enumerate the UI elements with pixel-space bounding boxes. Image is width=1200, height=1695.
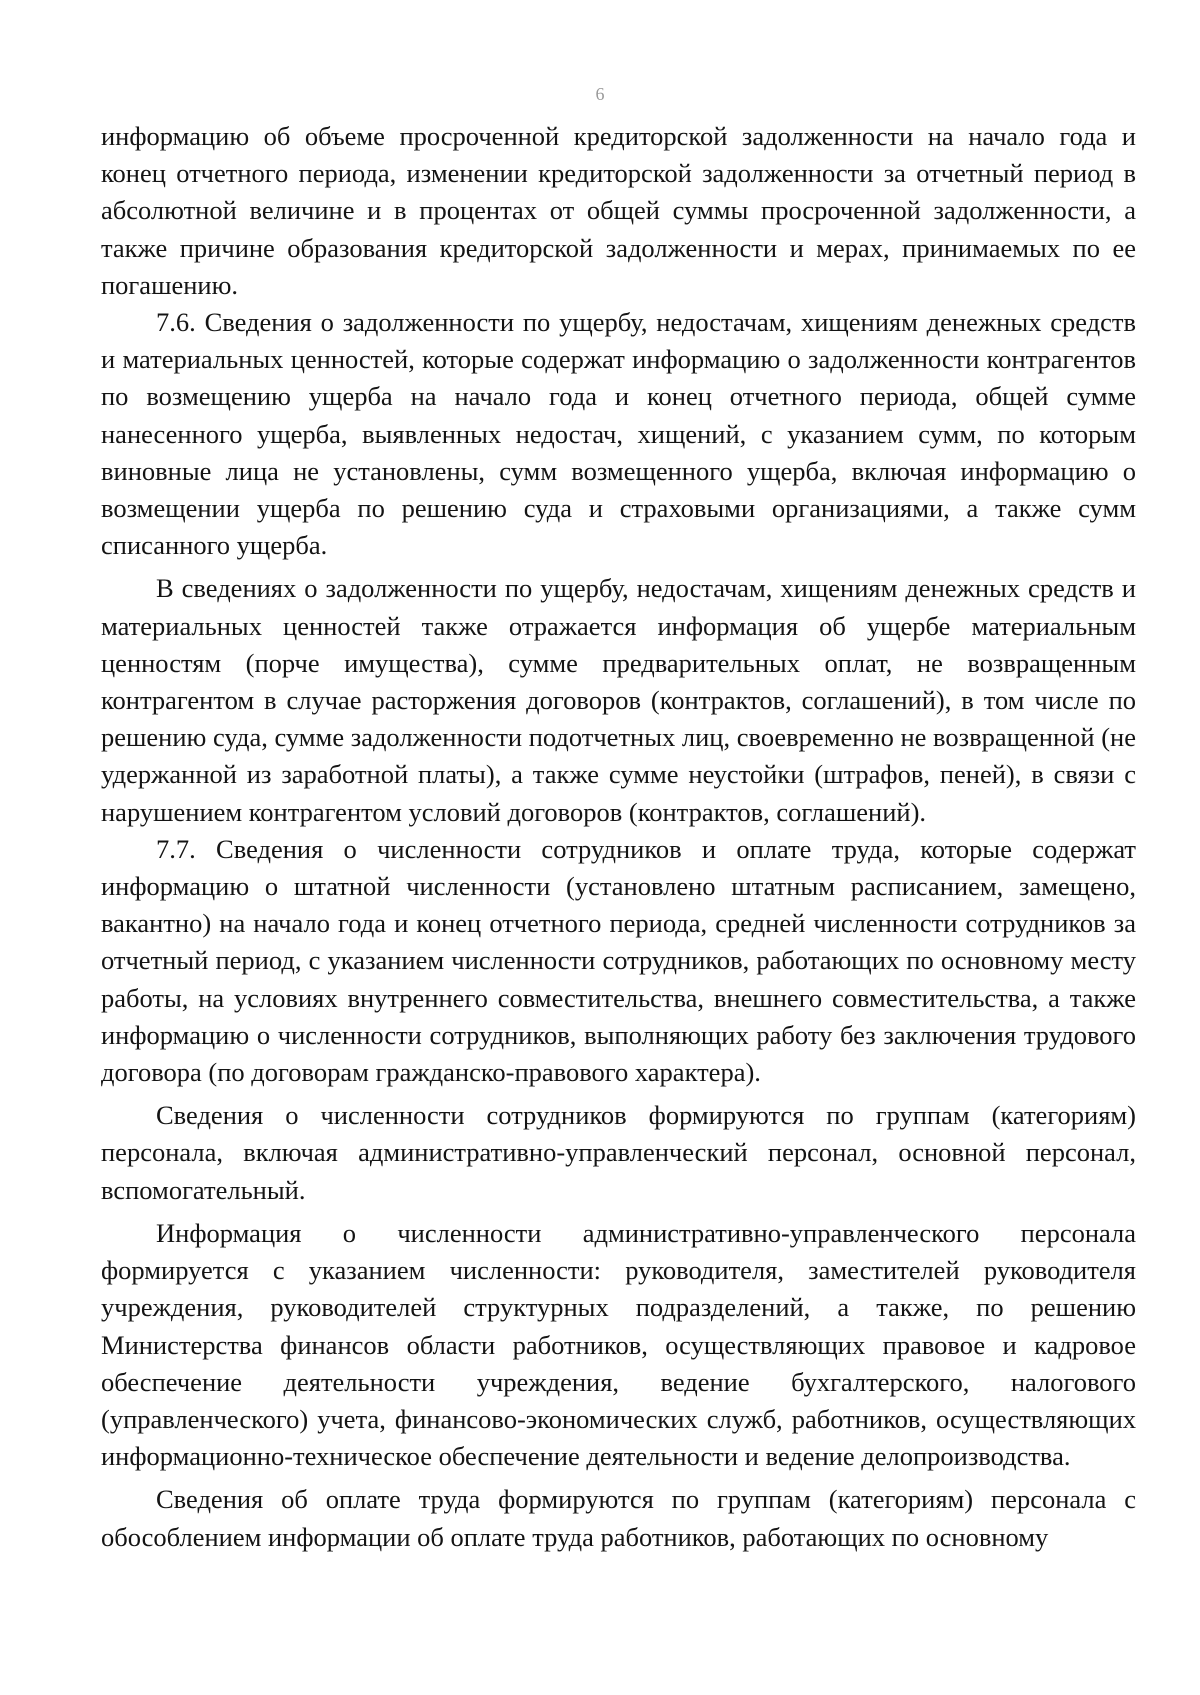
- paragraph-7-7: 7.7. Сведения о численности сотрудников и оплате труда, которые содержат информацию о штатной численности (установлено штатным расписанием, замещено, вакантно) на начало года и конец отчетного периода, средней численности сотрудников за отчетный период, с указанием численности сотрудников, работающих по основному месту работы, на условиях внутреннего совместительства, внешнего совместительства, а также информацию о численности сотрудников, выполняющих работу без заключения трудового договора (по договорам гражданско-правового характера).: [101, 833, 1136, 1088]
- paragraph-staff-groups: Сведения о численности сотрудников формируются по группам (категориям) персонала, включая административно-управленческий персонал, основной персонал, вспомогательный.: [101, 1100, 1136, 1205]
- paragraph-damage-details: В сведениях о задолженности по ущербу, недостачам, хищениям денежных средств и материальных ценностей также отражается информация об ущербе материальным ценностям (порче имущества), сумме предварительных оплат, не возвращенным контрагентом в случае расторжения договоров (контрактов, соглашений), в том числе по решению суда, сумме задолженности подотчетных лиц, своевременно не возвращенной (не удержанной из заработной платы), а также сумме неустойки (штрафов, пеней), в связи с нарушением контрагентом условий договоров (контрактов, соглашений).: [101, 573, 1136, 827]
- document-body: [101, 118, 1136, 1556]
- paragraph-7-6: 7.6. Сведения о задолженности по ущербу, недостачам, хищениям денежных средств и материальных ценностей, которые содержат информацию о задолженности контрагентов по возмещению ущерба на начало года и конец отчетного периода, общей сумме нанесенного ущерба, выявленных недостач, хищений, с указанием сумм, по которым виновные лица не установлены, сумм возмещенного ущерба, включая информацию о возмещении ущерба по решению суда и страховыми организациями, а также сумм списанного ущерба.: [101, 307, 1136, 561]
- paragraph-admin-staff: Информация о численности административно-управленческого персонала формируется с указанием численности: руководителя, заместителей руководителя учреждения, руководителей структурных подразделений, а также, по решению Министерства финансов области работников, осуществляющих правовое и кадровое обеспечение деятельности учреждения, ведение бухгалтерского, налогового (управленческого) учета, финансово-экономических служб, работников, осуществляющих информационно-техническое обеспечение деятельности и ведение делопроизводства.: [101, 1217, 1136, 1472]
- paragraph-wages: Сведения об оплате труда формируются по группам (категориям) персонала с обособлением информации об оплате труда работников, работающих по основному: [101, 1484, 1136, 1552]
- page-number: 6: [595, 84, 605, 104]
- paragraph-7-5-continuation: информацию об объеме просроченной кредиторской задолженности на начало года и конец отчетного периода, изменении кредиторской задолженности за отчетный период в абсолютной величине и в процентах от общей суммы просроченной задолженности, а также причине образования кредиторской задолженности и мерах, принимаемых по ее погашению.: [101, 121, 1136, 300]
